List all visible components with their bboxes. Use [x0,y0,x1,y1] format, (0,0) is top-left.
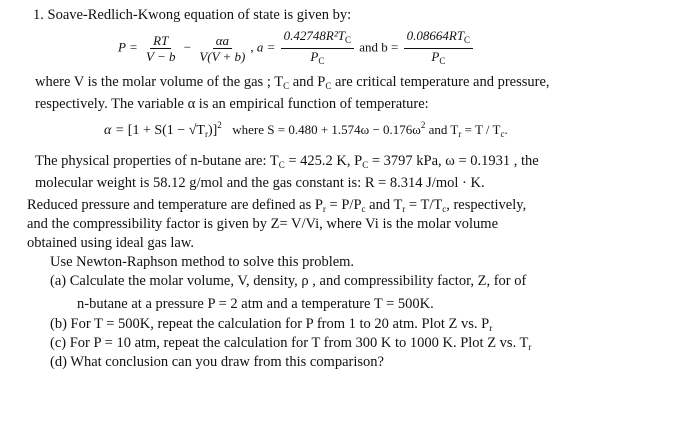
compressibility-line: and the compressibility factor is given by Z= V/Vi, where Vi is the molar volume [27,216,499,232]
alpha-equation: $\alpha = [1 + S(1 - √T_r)]^2$ where $S = 0.480 + 1.574\omega - 0.176\omega^2$ and $T_r = T / T_c$. [104,120,508,139]
method-line: Use Newton-Raphson method to solve this problem. [50,254,355,270]
reduced-line: Reduced pressure and temperature are defined as $P_r = P/P_c$ and $T_r = T/T_c$, respectively, [27,197,527,214]
ideal-gas-line: obtained using ideal gas law. [27,235,194,251]
part-d-line: (d) What conclusion can you draw from this comparison? [50,354,384,370]
part-a-line-2: n-butane at a pressure P = 2 atm and a temperature T = 500K. [77,296,434,312]
part-a-line-1: (a) Calculate the molar volume, V, density, ρ , and compressibility factor, Z, for of [50,273,527,289]
molecular-weight-line: molecular weight is 58.12 g/mol and the gas constant is: R = 8.314 J/mol · K. [35,175,485,191]
fraction-b-definition: $\frac{0.08664RT_C}{P_C}$ [404,28,473,69]
problem-title: 1. Soave-Redlich-Kwong equation of state is given by: [33,7,352,23]
respectively-line: respectively. The variable α is an empirical function of temperature: [35,96,429,112]
srk-equation: P = $\frac{RT}{V - b}$ − $\frac{\alpha a}{V(V + b)}$ , a = $\frac{0.42748R^2T_C}{P_C}$ and b = $\frac{0.08664RT_C}{P_C}$ [118,28,475,69]
part-c-line: (c) For P = 10 atm, repeat the calculation for T from 300 K to 1000 K. Plot Z vs. $T_r$ [50,335,532,352]
properties-line: The physical properties of n-butane are: $T_C = 425.2$ K, $P_C = 3797$ kPa, ω = 0.1931 , the [35,153,539,170]
fraction-rt-over-v-minus-b: $\frac{RT}{V - b}$ [145,33,176,64]
where-line: where V is the molar volume of the gas ; $T_C$ and $P_C$ are critical temperature and pressure, [35,74,550,91]
part-b-line: (b) For T = 500K, repeat the calculation for P from 1 to 20 atm. Plot Z vs. $P_r$ [50,316,493,333]
fraction-a-definition: $\frac{0.42748R^2T_C}{P_C}$ [281,28,354,69]
fraction-alpha-a: $\frac{\alpha a}{V(V + b)}$ [199,33,246,64]
